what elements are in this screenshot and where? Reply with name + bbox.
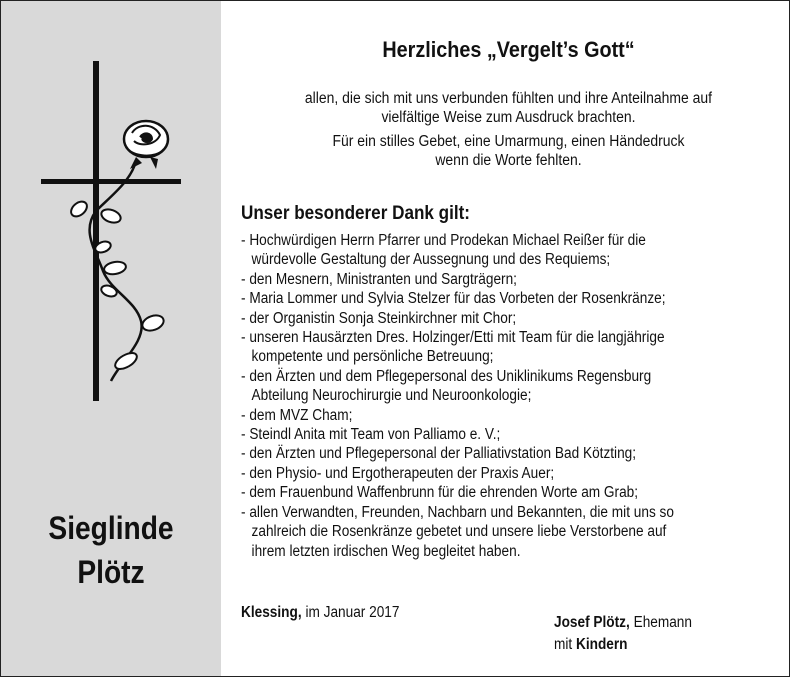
deceased-first-name: Sieglinde: [48, 510, 174, 546]
intro-line: vielfältige Weise zum Ausdruck brachten.: [381, 109, 636, 126]
place-date: [241, 604, 399, 622]
thanks-heading: Unser besonderer Dank gilt:: [241, 203, 471, 224]
intro-line: allen, die sich mit uns verbunden fühlten und ihre Anteilnahme auf: [304, 90, 713, 107]
list-item: würdevolle Gestaltung der Aussegnung und des Requiems;: [251, 251, 611, 269]
list-item: - Hochwürdigen Herrn Pfarrer und Prodekan Michael Reißer für die: [241, 232, 646, 249]
cross-with-rose-icon: [41, 61, 211, 401]
list-item: - unseren Hausärzten Dres. Holzinger/Etti mit Team für die langjährige: [241, 329, 665, 347]
signature: [554, 612, 692, 656]
intro-line: wenn die Worte fehlten.: [435, 152, 582, 169]
list-item: kompetente und persönliche Betreuung;: [251, 348, 494, 366]
intro-text: [268, 89, 750, 170]
deceased-last-name: Plötz: [77, 554, 145, 590]
signer-family: Kindern: [575, 636, 628, 653]
list-item: - allen Verwandten, Freunden, Nachbarn und Bekannten, die mit uns so: [241, 503, 674, 521]
list-item: - den Physio- und Ergotherapeuten der Praxis Auer;: [241, 464, 555, 482]
list-item: - Steindl Anita mit Team von Palliamo e. V.;: [241, 426, 501, 444]
list-item: - den Mesnern, Ministranten und Sargträgern;: [241, 270, 517, 288]
list-item: zahlreich die Rosenkränze gebetet und unsere liebe Verstorbene auf: [251, 523, 667, 541]
notice-title: Herzliches „Vergelt’s Gott“: [382, 37, 635, 62]
date: im Januar 2017: [301, 604, 400, 621]
thanks-list: [241, 231, 751, 561]
side-panel: [1, 1, 221, 676]
list-item: - dem Frauenbund Waffenbrunn für die ehrenden Worte am Grab;: [241, 484, 639, 502]
list-item: ihrem letzten irdischen Weg begleitet haben.: [251, 542, 521, 560]
signer-with: mit: [554, 636, 576, 653]
list-item: - den Ärzten und Pflegepersonal der Palliativstation Bad Kötzting;: [241, 445, 637, 463]
place: Klessing,: [241, 604, 302, 621]
list-item: - den Ärzten und dem Pflegepersonal des Uniklinikums Regensburg: [241, 367, 652, 385]
list-item: - der Organistin Sonja Steinkirchner mit Chor;: [241, 309, 517, 327]
signer-role: Ehemann: [629, 614, 692, 631]
intro-line: Für ein stilles Gebet, eine Umarmung, einen Händedruck: [332, 133, 685, 150]
list-item: - dem MVZ Cham;: [241, 406, 353, 424]
list-item: Abteilung Neurochirurgie und Neuroonkologie;: [251, 387, 532, 405]
deceased-name: [14, 506, 208, 594]
list-item: - Maria Lommer und Sylvia Stelzer für das Vorbeten der Rosenkränze;: [241, 290, 666, 308]
signer-name: Josef Plötz,: [554, 614, 630, 631]
